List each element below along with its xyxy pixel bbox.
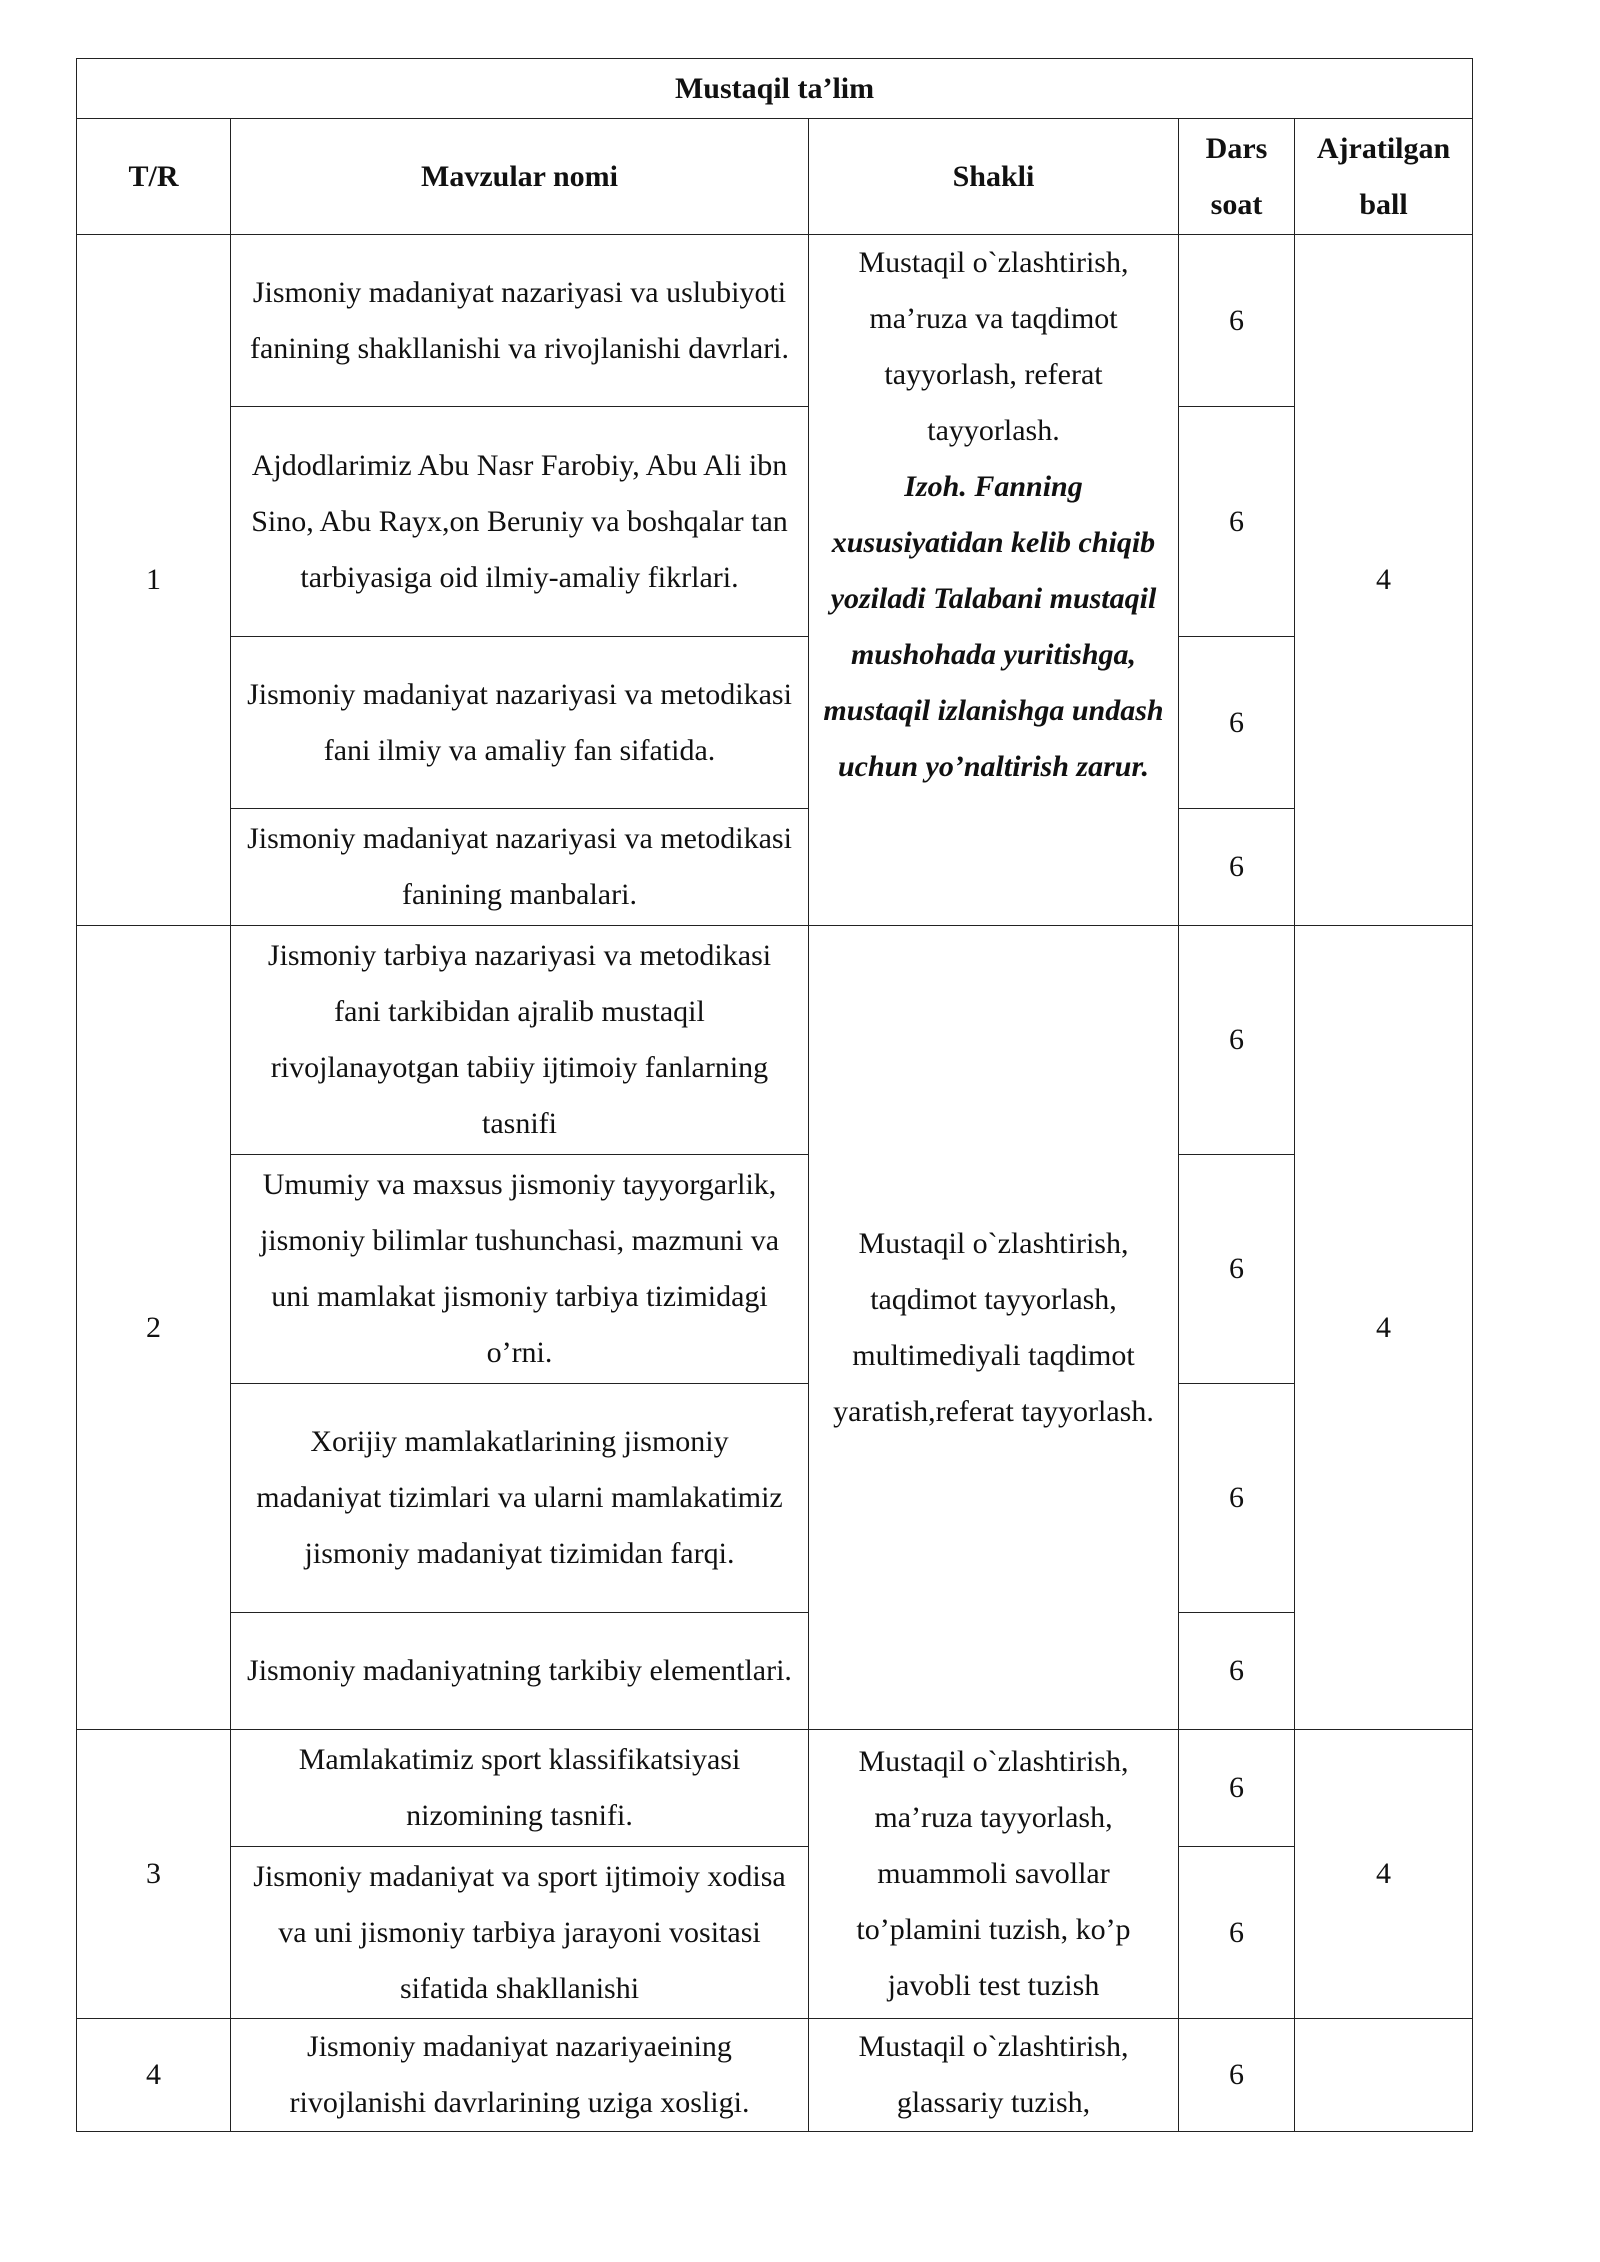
table-title: Mustaqil ta’lim (77, 59, 1473, 119)
hours-cell: 6 (1179, 926, 1295, 1155)
row-number: 1 (77, 235, 231, 926)
row-number: 4 (77, 2019, 231, 2132)
topic-cell: Jismoniy madaniyat nazariyaeining rivojlanishi davrlarining uziga xosligi. (231, 2019, 809, 2132)
form-cell: Mustaqil o`zlashtirish, ma’ruza tayyorlash, muammoli savollar to’plamini tuzish, ko’p javobli test tuzish (809, 1730, 1179, 2019)
topic-cell: Xorijiy mamlakatlarining jismoniy madaniyat tizimlari va ularni mamlakatimiz jismoniy madaniyat tizimidan farqi. (231, 1384, 809, 1613)
header-hours: Dars soat (1179, 119, 1295, 235)
topic-cell: Jismoniy madaniyat nazariyasi va uslubiyoti fanining shakllanishi va rivojlanishi davrlari. (231, 235, 809, 407)
topic-cell: Jismoniy madaniyat va sport ijtimoiy xodisa va uni jismoniy tarbiya jarayoni vositasi sifatida shakllanishi (231, 1847, 809, 2019)
hours-cell: 6 (1179, 235, 1295, 407)
header-score: Ajratilgan ball (1295, 119, 1473, 235)
hours-cell: 6 (1179, 407, 1295, 637)
score-cell: 4 (1295, 235, 1473, 926)
row-number: 2 (77, 926, 231, 1730)
header-tr: T/R (77, 119, 231, 235)
topic-cell: Umumiy va maxsus jismoniy tayyorgarlik, jismoniy bilimlar tushunchasi, mazmuni va uni mamlakat jismoniy tarbiya tizimidagi o’rni. (231, 1155, 809, 1384)
hours-cell: 6 (1179, 637, 1295, 809)
topic-cell: Jismoniy madaniyatning tarkibiy elementlari. (231, 1613, 809, 1730)
hours-cell: 6 (1179, 1730, 1295, 1847)
score-cell: 4 (1295, 926, 1473, 1730)
hours-cell: 6 (1179, 2019, 1295, 2132)
self-study-table (76, 58, 1473, 2132)
hours-cell: 6 (1179, 1155, 1295, 1384)
hours-cell: 6 (1179, 1613, 1295, 1730)
score-cell: 4 (1295, 1730, 1473, 2019)
form-cell (809, 235, 1179, 926)
topic-cell: Jismoniy madaniyat nazariyasi va metodikasi fanining manbalari. (231, 809, 809, 926)
header-form: Shakli (809, 119, 1179, 235)
form-text: Mustaqil o`zlashtirish, ma’ruza va taqdimot tayyorlash, referat tayyorlash. (858, 246, 1129, 447)
topic-cell: Mamlakatimiz sport klassifikatsiyasi nizomining tasnifi. (231, 1730, 809, 1847)
topic-cell: Jismoniy tarbiya nazariyasi va metodikasi fani tarkibidan ajralib mustaqil rivojlanayotgan tabiiy ijtimoiy fanlarning tasnifi (231, 926, 809, 1155)
header-topic: Mavzular nomi (231, 119, 809, 235)
score-cell (1295, 2019, 1473, 2132)
form-cell: Mustaqil o`zlashtirish, taqdimot tayyorlash, multimediyali taqdimot yaratish,referat tayyorlash. (809, 926, 1179, 1730)
form-note: Izoh. Fanning xususiyatidan kelib chiqib yoziladi Talabani mustaqil mushohada yuritishga, mustaqil izlanishga undash uchun yo’naltirish zarur. (823, 470, 1164, 783)
hours-cell: 6 (1179, 1847, 1295, 2019)
topic-cell: Jismoniy madaniyat nazariyasi va metodikasi fani ilmiy va amaliy fan sifatida. (231, 637, 809, 809)
row-number: 3 (77, 1730, 231, 2019)
topic-cell: Ajdodlarimiz Abu Nasr Farobiy, Abu Ali ibn Sino, Abu Rayx,on Beruniy va boshqalar tan tarbiyasiga oid ilmiy-amaliy fikrlari. (231, 407, 809, 637)
hours-cell: 6 (1179, 809, 1295, 926)
form-cell: Mustaqil o`zlashtirish, glassariy tuzish, (809, 2019, 1179, 2132)
hours-cell: 6 (1179, 1384, 1295, 1613)
